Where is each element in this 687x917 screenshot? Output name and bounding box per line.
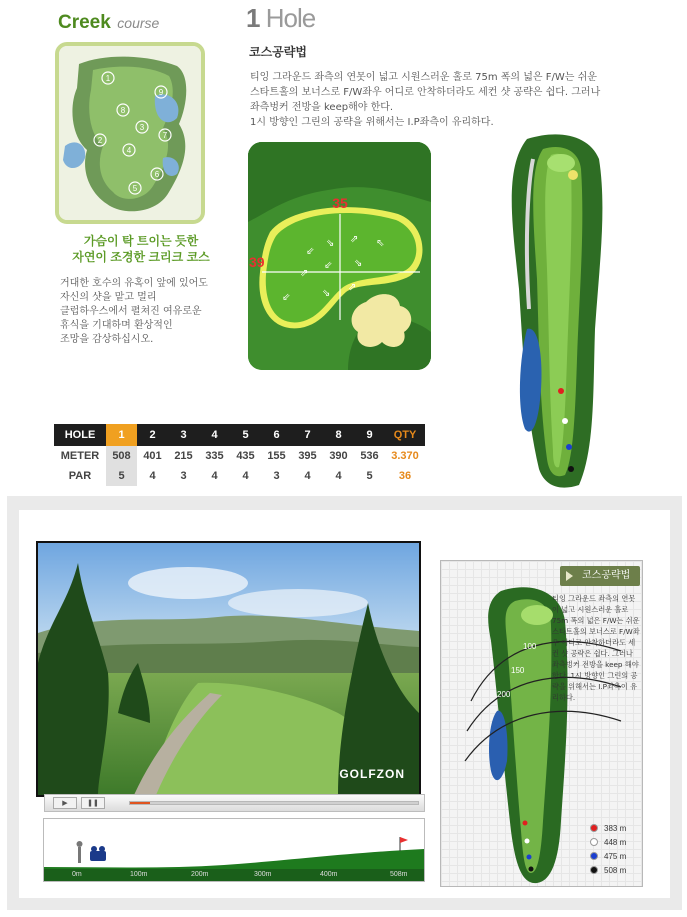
elevation-profile (43, 818, 425, 882)
meter-cell: 536 (360, 450, 379, 462)
meter-cell: 395 (298, 450, 317, 462)
play-button[interactable]: ▶ (53, 797, 77, 809)
scorecard-hole-6[interactable]: 6 (261, 424, 292, 446)
par-cell: 3 (273, 470, 280, 482)
strategy-line: 티잉 그라운드 좌측의 연못이 넓고 시원스러운 홀로 75m 폭의 넓은 F/W는 쉬운 (250, 72, 597, 83)
course-map-marker: 7 (162, 131, 168, 140)
scorecard-qty-label: QTY (385, 424, 425, 446)
strategy-line: 1시 방향인 그린의 공략을 위해서는 I.P좌측이 유리하다. (250, 117, 494, 128)
description-line: 클럽하우스에서 펼쳐진 여유로운 (60, 306, 202, 317)
scorecard-meter-row (54, 446, 425, 466)
tagline-line: 자연이 조경한 크리크 코스 (72, 250, 210, 264)
slope-arrow-icon: ⇘ (354, 258, 363, 269)
tee-distance: 508 m (604, 865, 627, 875)
course-map-marker: 1 (105, 74, 111, 83)
tee-legend-item (590, 835, 626, 849)
course-description (60, 277, 235, 347)
scorecard-hole-5[interactable]: 5 (230, 424, 261, 446)
guide-strategy-text: 티잉 그라운드 좌측의 연못이 넓고 시원스러운 홀로 75m 폭의 넓은 F/W는 쉬운 스타트홀의 보너스로 F/W좌우 어디로 안착하더라도 세컨 샷 공략은 쉽다. 그러나 좌측벙커 전방을 keep 해야 한다. 1시 방향인 그린의 공략을 위해서는 I.P좌측이 유리하다. (552, 594, 640, 702)
course-map-marker: 2 (97, 136, 103, 145)
strategy-text (250, 70, 620, 130)
tagline-line: 가슴이 탁 트이는 듯한 (83, 234, 199, 248)
seek-bar[interactable] (129, 801, 419, 805)
slope-arrow-icon: ⇗ (348, 282, 357, 293)
tee-legend-item (590, 849, 626, 863)
profile-tick: 508m (390, 871, 408, 878)
meter-cell: 155 (267, 450, 286, 462)
green-width: 39 (249, 254, 265, 270)
green-diagram (248, 142, 431, 370)
description-line: 조망을 감상하십시오. (60, 334, 154, 345)
course-map-marker: 4 (126, 146, 132, 155)
scorecard-table (54, 424, 425, 486)
red-tee-icon (590, 824, 598, 832)
tee-legend-item (590, 863, 626, 877)
course-label: course (117, 15, 160, 31)
course-map-marker: 9 (158, 88, 164, 97)
scorecard-hole-9[interactable]: 9 (354, 424, 385, 446)
course-map-marker: 3 (139, 123, 145, 132)
par-cell: 4 (211, 470, 218, 482)
slope-arrow-icon: ⇙ (324, 260, 333, 271)
course-name: Creek (58, 12, 111, 33)
par-cell: 4 (242, 470, 249, 482)
course-map-marker: 8 (120, 106, 126, 115)
description-line: 자신의 샷을 맡고 멀리 (60, 292, 157, 303)
course-map-marker: 5 (132, 184, 138, 193)
meter-cell: 335 (205, 450, 224, 462)
par-cell: 4 (304, 470, 311, 482)
white-tee-icon (590, 838, 598, 846)
scorecard-hole-3[interactable]: 3 (168, 424, 199, 446)
tee-legend-item (590, 821, 626, 835)
hole-label: Hole (265, 3, 316, 33)
distance-marker: 100 (523, 642, 537, 651)
strategy-line: 좌측벙커 전방을 keep해야 한다. (250, 102, 394, 113)
scorecard-header-row (54, 424, 425, 446)
meter-cell: 508 (106, 446, 137, 466)
profile-tick: 300m (254, 871, 272, 878)
par-label: PAR (68, 470, 92, 482)
seek-progress (130, 802, 150, 804)
slope-arrow-icon: ⇗ (350, 234, 359, 245)
scorecard-par-row (54, 466, 425, 486)
hole-aerial-view (499, 129, 611, 491)
meter-cell: 215 (174, 450, 193, 462)
strategy-line: 스타트홀의 보너스로 F/W좌우 어디로 안착하더라도 세컨 샷 공략은 쉽다. 그러나 (250, 87, 601, 98)
guide-title-tab (560, 566, 640, 586)
scorecard-hole-4[interactable]: 4 (199, 424, 230, 446)
scorecard-hole-2[interactable]: 2 (137, 424, 168, 446)
course-map-marker: 6 (154, 170, 160, 179)
strategy-title: 코스공략법 (249, 45, 307, 59)
scorecard-hole-8[interactable]: 8 (323, 424, 354, 446)
hole-number: 1 (246, 3, 260, 33)
slope-arrow-icon: ⇗ (300, 268, 309, 279)
profile-tick: 0m (72, 871, 82, 878)
blue-tee-icon (590, 852, 598, 860)
slope-arrow-icon: ⇙ (306, 246, 315, 257)
meter-cell: 435 (236, 450, 255, 462)
meter-cell: 390 (329, 450, 348, 462)
distance-marker: 150 (511, 666, 525, 675)
profile-tick: 400m (320, 871, 338, 878)
black-tee-icon (590, 866, 598, 874)
green-depth: 35 (332, 195, 348, 211)
hole-title (246, 3, 315, 34)
course-tagline (56, 233, 226, 265)
description-line: 휴식을 기대하며 환상적인 (60, 320, 173, 331)
profile-tick: 100m (130, 871, 148, 878)
flyover-video[interactable] (36, 541, 421, 797)
course-map (55, 42, 205, 224)
distance-marker: 200 (497, 690, 511, 699)
profile-tick: 200m (191, 871, 209, 878)
slope-arrow-icon: ⇖ (376, 238, 385, 249)
description-line: 거대한 호수의 유혹이 앞에 있어도 (60, 278, 208, 289)
par-cell: 3 (180, 470, 187, 482)
scorecard-hole-7[interactable]: 7 (292, 424, 323, 446)
slope-arrow-icon: ⇘ (326, 238, 335, 249)
par-total: 36 (398, 470, 412, 482)
slope-arrow-icon: ⇘ (322, 288, 331, 299)
par-cell: 4 (149, 470, 156, 482)
scorecard-hole-1[interactable]: 1 (106, 424, 137, 446)
slope-arrow-icon: ⇙ (282, 292, 291, 303)
par-cell: 5 (106, 466, 137, 486)
par-cell: 4 (335, 470, 342, 482)
meter-label: METER (60, 450, 100, 462)
meter-cell: 401 (143, 450, 162, 462)
play-icon (566, 571, 573, 581)
scorecard-header-label: HOLE (54, 424, 106, 446)
golfzon-logo: GOLFZON (339, 767, 405, 781)
guide-title: 코스공략법 (582, 570, 631, 581)
par-cell: 5 (366, 470, 373, 482)
meter-total: 3.370 (391, 450, 419, 462)
tee-distance: 448 m (604, 837, 627, 847)
course-title (58, 12, 159, 34)
pause-button[interactable]: ❚❚ (81, 797, 105, 809)
tee-distance: 475 m (604, 851, 627, 861)
video-controls (44, 794, 425, 812)
tee-legend (590, 821, 626, 877)
tee-distance: 383 m (604, 823, 627, 833)
